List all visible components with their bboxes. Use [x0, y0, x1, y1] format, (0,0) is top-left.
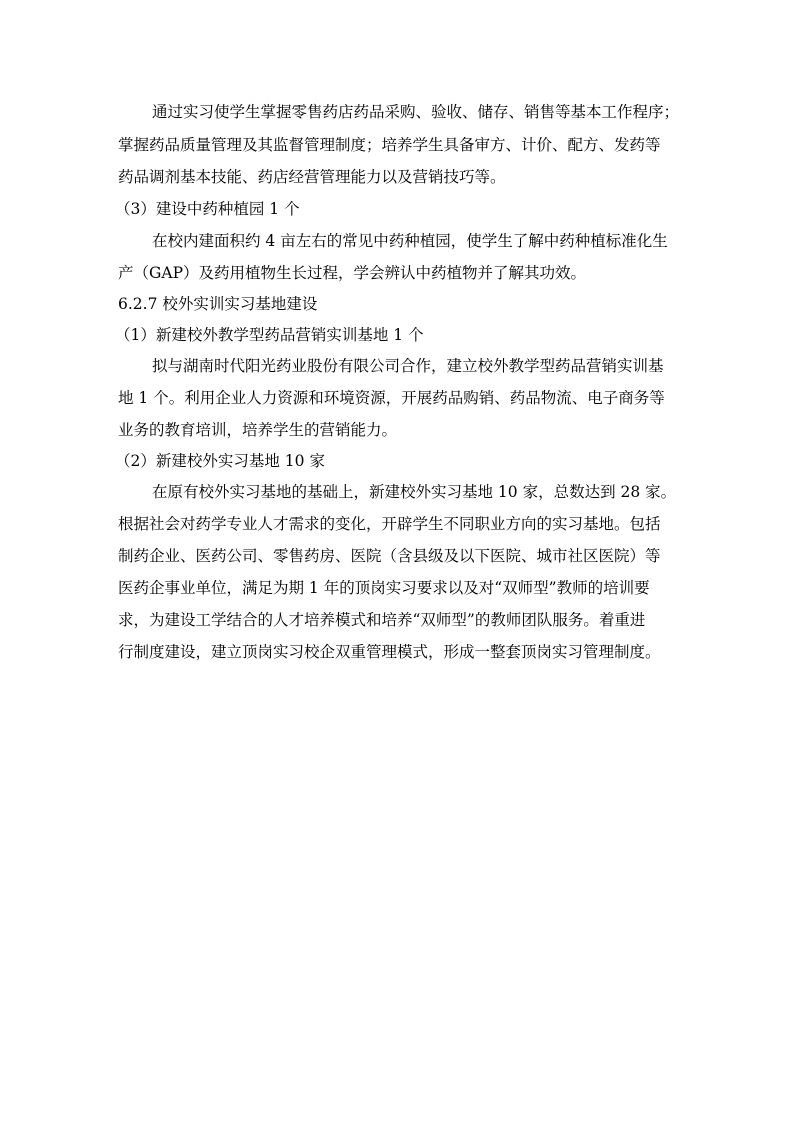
paragraph-1-line-1: 通过实习使学生掌握零售药店药品采购、验收、储存、销售等基本工作程序；: [152, 103, 680, 121]
paragraph-4-line-3: 制药企业、医药公司、零售药房、医院（含县级及以下医院、城市社区医院）等: [118, 547, 661, 565]
paragraph-2-line-2: 产（GAP）及药用植物生长过程，学会辨认中药植物并了解其功效。: [118, 264, 587, 282]
paragraph-3-line-1: 拟与湖南时代阳光药业股份有限公司合作，建立校外教学型药品营销实训基: [152, 357, 664, 375]
paragraph-1-line-2: 掌握药品质量管理及其监督管理制度；培养学生具备审方、计价、配方、发药等: [118, 136, 661, 154]
section-heading: 6.2.7 校外实训实习基地建设: [118, 295, 318, 313]
paragraph-3-line-3: 业务的教育培训，培养学生的营销能力。: [118, 421, 398, 439]
paragraph-4-line-2: 根据社会对药学专业人才需求的变化，开辟学生不同职业方向的实习基地。包括: [118, 515, 661, 533]
paragraph-2-line-1: 在校内建面积约 4 亩左右的常见中药种植园，使学生了解中药种植标准化生: [152, 232, 668, 250]
paragraph-4-line-1: 在原有校外实习基地的基础上，新建校外实习基地 10 家，总数达到 28 家。: [152, 483, 677, 501]
item-3-heading: （3）建设中药种植园 1 个: [115, 200, 300, 218]
item-1-heading: （1）新建校外教学型药品营销实训基地 1 个: [115, 326, 424, 344]
paragraph-4-line-4: 医药企事业单位，满足为期 1 年的顶岗实习要求以及对“双师型”教师的培训要: [118, 579, 650, 597]
paragraph-4-line-5: 求，为建设工学结合的人才培养模式和培养“双师型”的教师团队服务。着重进: [118, 611, 646, 629]
paragraph-1-line-3: 药品调剂基本技能、药店经营管理能力以及营销技巧等。: [118, 168, 506, 186]
item-2-heading: （2）新建校外实习基地 10 家: [115, 452, 325, 470]
paragraph-3-line-2: 地 1 个。利用企业人力资源和环境资源，开展药品购销、药品物流、电子商务等: [118, 389, 665, 407]
paragraph-4-line-6: 行制度建设，建立顶岗实习校企双重管理模式，形成一整套顶岗实习管理制度。: [118, 643, 661, 661]
